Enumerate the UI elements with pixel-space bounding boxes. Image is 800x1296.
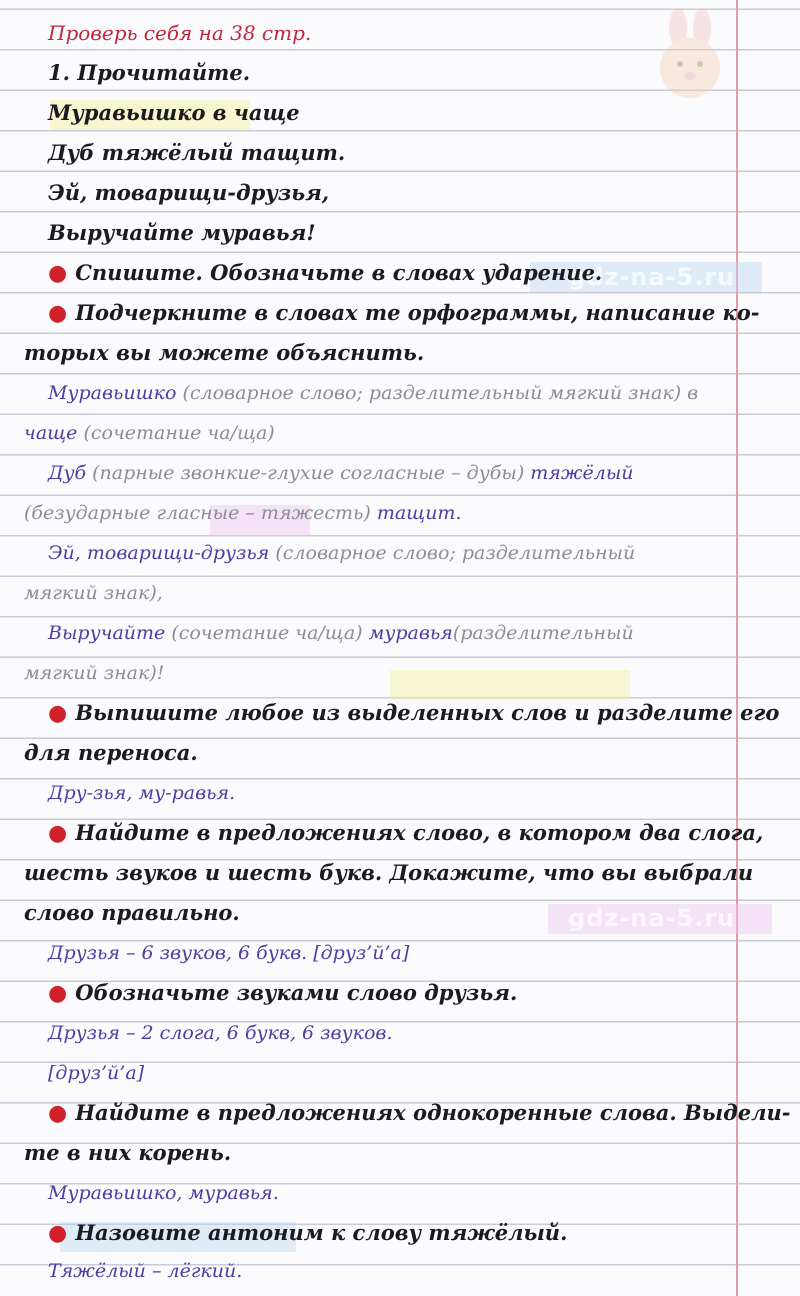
highlight-yellow [390,670,630,700]
answer-word: чаще [24,422,78,444]
watermark-bunny-logo [640,6,740,106]
answer-line: Тяжёлый – лёгкий. [48,1260,243,1282]
answer-line: Друзья – 6 звуков, 6 букв. [друз’й’а] [48,942,410,964]
bullet-text-continued: шесть звуков и шесть букв. Докажите, что вы выбрали [24,860,754,885]
answer-word: Выручайте [48,622,166,644]
bullet-text: Выпишите любое из выделенных слов и разделите его [75,700,780,725]
bullet-item [48,298,759,328]
answer-line: Муравьишко, муравья. [48,1182,279,1204]
answer-note: (сочетание ча/ща) [171,622,363,644]
bullet-item [48,1218,567,1248]
watermark-text: gdz-na-5.ru [568,263,736,291]
answer-note: (словарное слово; разделительный мягкий знак) в [182,382,699,404]
answer-line: [друз’й’а] [48,1062,145,1084]
answer-line: Друзья – 2 слога, 6 букв, 6 звуков. [48,1022,393,1044]
bullet-dot-icon: ● [48,260,68,286]
bullet-dot-icon: ● [48,980,68,1006]
bullet-item [48,1098,790,1128]
poem-line: Выручайте муравья! [48,220,316,245]
answer-word: муравья [368,622,453,644]
bullet-text-continued: для переноса. [24,740,198,765]
answer-line: Дру-зья, му-равья. [48,782,236,804]
answer-note: (парные звонкие-глухие согласные – дубы) [92,462,525,484]
answer-word: товарищи-друзья [86,542,270,564]
poem-line: Эй, товарищи-друзья, [48,180,330,205]
answer-line [24,418,275,448]
bullet-dot-icon: ● [48,1100,68,1126]
task-line [48,58,250,88]
bullet-dot-icon: ● [48,300,68,326]
task-number: 1. [48,60,70,85]
bullet-text: Найдите в предложениях однокоренные слова. Выдели- [75,1100,791,1125]
bullet-dot-icon: ● [48,1220,68,1246]
bullet-text: Спишите. Обозначьте в словах ударение. [75,260,603,285]
bullet-text-continued: те в них корень. [24,1140,232,1165]
answer-note: мягкий знак), [24,582,163,604]
answer-note: (сочетание ча/ща) [83,422,275,444]
answer-line [48,538,635,568]
answer-line [48,378,698,408]
answer-word: Муравьишко [48,382,177,404]
answer-word: Дуб [48,462,87,484]
answer-line [48,618,634,648]
bullet-item [48,698,779,728]
bullet-text: Найдите в предложениях слово, в котором два слога, [75,820,764,845]
bullet-text: Назовите антоним к слову тяжёлый. [75,1220,568,1245]
watermark-text: gdz-na-5.ru [568,904,736,932]
bullet-dot-icon: ● [48,820,68,846]
answer-word: тяжёлый [530,462,634,484]
poem-line: Муравьишко в чаще [48,100,300,125]
answer-line [24,498,461,528]
answer-word: тащит. [376,502,462,524]
task-instruction: Прочитайте. [77,60,251,85]
bullet-dot-icon: ● [48,700,68,726]
bullet-text-continued: слово правильно. [24,900,240,925]
poem-line: Дуб тяжёлый тащит. [48,140,346,165]
answer-note: (разделительный [452,622,634,644]
bullet-item [48,818,763,848]
answer-note: мягкий знак)! [24,662,165,684]
page-header: Проверь себя на 38 стр. [48,21,312,45]
bullet-text-continued: торых вы можете объяснить. [24,340,425,365]
answer-note: (безударные гласные – тяжесть) [24,502,371,524]
answer-note: (словарное слово; разделительный [275,542,636,564]
answer-word: Эй, [48,542,81,564]
bullet-text: Подчеркните в словах те орфограммы, написание ко- [75,300,760,325]
bullet-item [48,978,517,1008]
answer-line [48,458,634,488]
bullet-item [48,258,602,288]
bullet-text: Обозначьте звуками слово друзья. [75,980,518,1005]
